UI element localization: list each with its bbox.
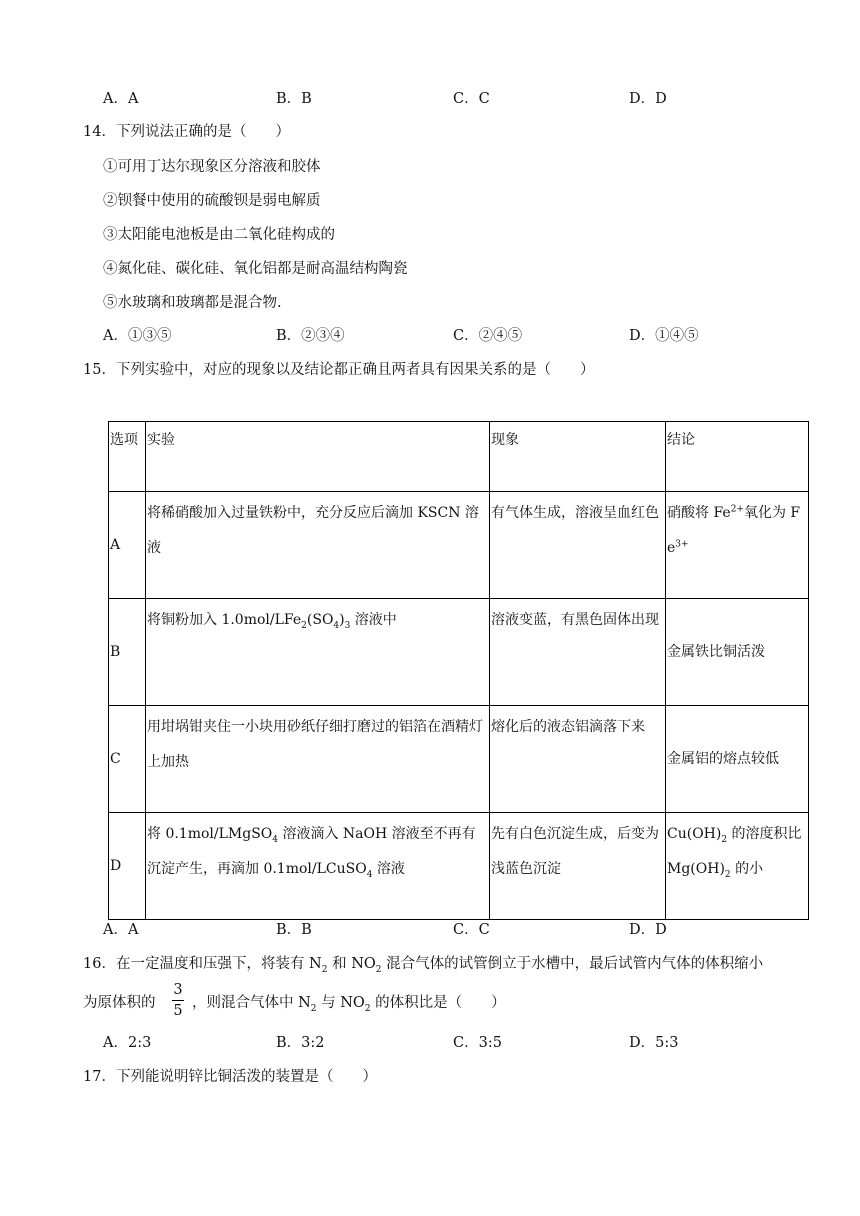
subscript: 2 xyxy=(364,1003,371,1014)
row-conclusion: 金属铁比铜活泼 xyxy=(666,599,809,706)
text: 16．在一定温度和压强下，将装有 N xyxy=(83,956,322,972)
q15-options xyxy=(103,920,783,940)
subscript: 2 xyxy=(310,1003,317,1014)
q14-statement-5: ⑤水玻璃和玻璃都是混合物. xyxy=(103,295,282,311)
row-label: D xyxy=(109,813,146,920)
row-experiment: 将稀硝酸加入过量铁粉中，充分反应后滴加 KSCN 溶液 xyxy=(146,492,490,599)
row-label: A xyxy=(109,492,146,599)
row-phenomenon: 有气体生成，溶液呈血红色 xyxy=(490,492,666,599)
q16-option-a: A．2:3 xyxy=(103,1035,152,1051)
row-experiment xyxy=(146,599,490,706)
subscript: 2 xyxy=(321,964,328,975)
q14-options xyxy=(103,326,783,346)
q15-option-d: D．D xyxy=(629,922,667,938)
row-phenomenon: 熔化后的液态铝滴落下来 xyxy=(490,706,666,813)
q13-option-d: D．D xyxy=(629,91,667,107)
q15-option-b: B．B xyxy=(276,922,312,938)
q16-option-d: D．5:3 xyxy=(629,1035,679,1051)
q14-option-a: A．①③⑤ xyxy=(103,328,172,344)
text: ，则混合气体中 N xyxy=(192,995,311,1011)
subscript: 2 xyxy=(724,869,731,880)
q14-option-b: B．②③④ xyxy=(276,328,345,344)
q14-statement-2: ②钡餐中使用的硫酸钡是弱电解质 xyxy=(103,193,321,209)
q14-option-d: D．①④⑤ xyxy=(629,328,699,344)
q15-stem: 15．下列实验中，对应的现象以及结论都正确且两者具有因果关系的是（ ） xyxy=(83,362,595,378)
subscript: 4 xyxy=(333,620,340,631)
q15-option-c: C．C xyxy=(453,922,490,938)
row-conclusion xyxy=(666,813,809,920)
text: 溶液中 xyxy=(350,612,397,628)
text: 将铜粉加入 1.0mol/LFe xyxy=(147,612,302,628)
subscript: 4 xyxy=(366,869,373,880)
q16-options xyxy=(103,1033,783,1053)
q13-options xyxy=(103,89,783,109)
subscript: 2 xyxy=(375,964,382,975)
header-conclusion: 结论 xyxy=(666,422,809,492)
text: 硝酸将 Fe xyxy=(667,505,731,521)
text: 的小 xyxy=(730,861,764,877)
header-option: 选项 xyxy=(109,422,146,492)
fraction-bar xyxy=(172,1000,184,1001)
q14-statement-1: ①可用丁达尔现象区分溶液和胶体 xyxy=(103,159,321,175)
text: 与 NO xyxy=(316,995,365,1011)
fraction-three-fifths xyxy=(170,981,186,1020)
subscript: 2 xyxy=(721,834,728,845)
q14-statement-4: ④氮化硅、碳化硅、氧化铝都是耐高温结构陶瓷 xyxy=(103,261,408,277)
header-phenomenon: 现象 xyxy=(490,422,666,492)
text: 混合气体的试管倒立于水槽中，最后试管内气体的体积缩小 xyxy=(381,956,764,972)
table-header-row xyxy=(109,422,809,492)
q14-stem: 14．下列说法正确的是（ ） xyxy=(83,124,290,140)
q16-line-2-end xyxy=(192,993,506,1013)
table-row xyxy=(109,813,809,920)
header-experiment: 实验 xyxy=(146,422,490,492)
q16-option-b: B．3:2 xyxy=(276,1035,325,1051)
text: 氧化为 Fe xyxy=(667,505,801,556)
text: ) xyxy=(339,612,345,628)
text: 的体积比是（ ） xyxy=(370,995,506,1011)
row-experiment xyxy=(146,813,490,920)
table-row xyxy=(109,599,809,706)
text: 溶液滴入 NaOH 溶液至不再有沉淀产生，再滴加 0.1mol/LCuSO xyxy=(147,826,476,877)
q16-line-1 xyxy=(83,954,763,974)
table-row xyxy=(109,706,809,813)
superscript: 2+ xyxy=(730,504,744,515)
subscript: 4 xyxy=(272,834,279,845)
row-label: B xyxy=(109,599,146,706)
row-phenomenon: 溶液变蓝，有黑色固体出现 xyxy=(490,599,666,706)
q16-line-2-start: 为原体积的 xyxy=(83,995,156,1011)
superscript: 3+ xyxy=(675,539,689,550)
row-label: C xyxy=(109,706,146,813)
fraction-denominator: 5 xyxy=(173,1003,183,1019)
text: Cu(OH) xyxy=(667,826,722,842)
text: (SO xyxy=(306,612,334,628)
q15-option-a: A．A xyxy=(103,922,139,938)
q14-statement-3: ③太阳能电池板是由二氧化硅构成的 xyxy=(103,227,335,243)
row-conclusion xyxy=(666,492,809,599)
text: 将 0.1mol/LMgSO xyxy=(147,826,273,842)
subscript: 2 xyxy=(301,620,307,631)
q13-option-a: A．A xyxy=(103,91,139,107)
row-experiment: 用坩埚钳夹住一小块用砂纸仔细打磨过的铝箔在酒精灯上加热 xyxy=(146,706,490,813)
table-row xyxy=(109,492,809,599)
row-conclusion: 金属铝的熔点较低 xyxy=(666,706,809,813)
q13-option-c: C．C xyxy=(453,91,490,107)
experiment-table xyxy=(108,421,809,920)
text: 溶液 xyxy=(372,861,405,877)
text: 的溶度积比 Mg(OH) xyxy=(667,826,802,877)
q14-option-c: C．②④⑤ xyxy=(453,328,523,344)
q16-option-c: C．3:5 xyxy=(453,1035,502,1051)
q17-stem: 17．下列能说明锌比铜活泼的装置是（ ） xyxy=(83,1069,377,1085)
row-phenomenon: 先有白色沉淀生成，后变为浅蓝色沉淀 xyxy=(490,813,666,920)
text: 和 NO xyxy=(327,956,376,972)
q13-option-b: B．B xyxy=(276,91,312,107)
subscript: 3 xyxy=(344,620,351,631)
fraction-numerator: 3 xyxy=(173,982,183,998)
